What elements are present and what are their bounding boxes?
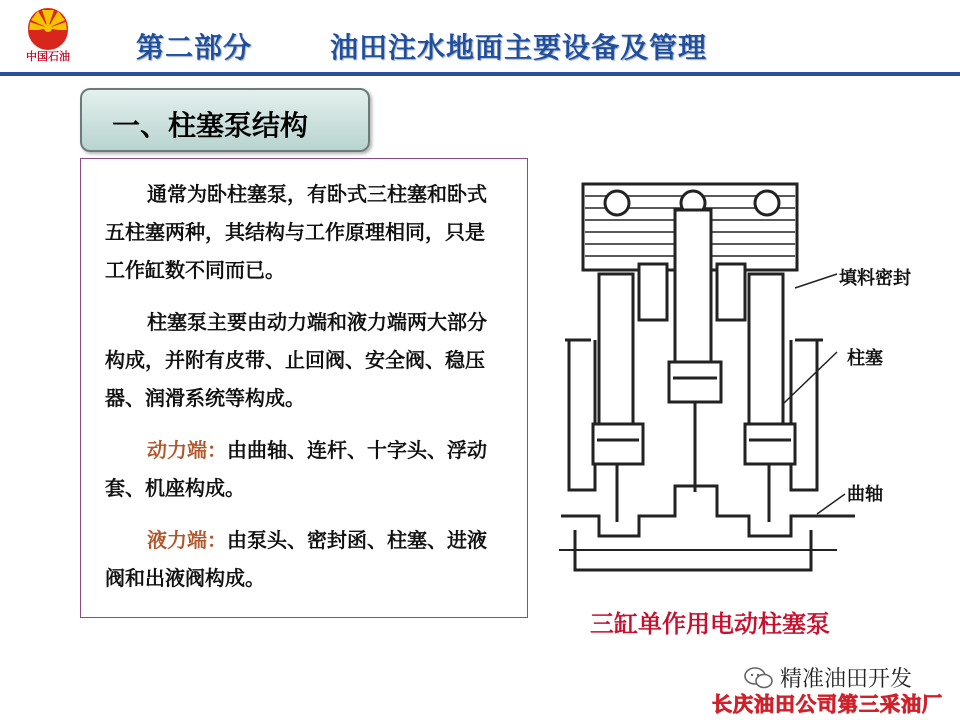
paragraph-text: 由曲轴、连杆、十字头、浮动套、机座构成。 xyxy=(105,438,487,500)
header-part: 第二部分 xyxy=(136,31,253,64)
section-heading-box xyxy=(80,88,370,152)
wechat-icon xyxy=(744,666,774,690)
paragraph-text: 柱塞泵主要由动力端和液力端两大部分构成，并附有皮带、止回阀、安全阀、稳压器、润滑系统等构成。 xyxy=(105,310,487,410)
paragraph-fluid-end xyxy=(105,521,503,597)
paragraph-text: 通常为卧柱塞泵，有卧式三柱塞和卧式五柱塞两种，其结构与工作原理相同，只是工作缸数不同而已。 xyxy=(105,182,487,282)
label-crankshaft: 曲轴 xyxy=(847,484,883,505)
page-title: 油田注水地面主要设备及管理 xyxy=(330,31,708,64)
paragraph-text: 由泵头、密封函、柱塞、进液阀和出液阀构成。 xyxy=(105,528,487,590)
footer-org: 长庆油田公司第三采油厂 xyxy=(712,692,943,716)
text-panel xyxy=(80,158,528,618)
paragraph-term: 动力端： xyxy=(147,438,227,462)
diagram-caption: 三缸单作用电动柱塞泵 xyxy=(590,610,830,638)
label-plunger: 柱塞 xyxy=(847,348,883,369)
header-divider xyxy=(0,72,960,76)
logo-text: 中国石油 xyxy=(26,50,70,63)
paragraph-2 xyxy=(105,303,503,417)
label-packing-seal: 填料密封 xyxy=(839,268,911,289)
paragraph-1 xyxy=(105,175,503,289)
section-title: 一、柱塞泵结构 xyxy=(112,109,309,142)
plunger-pump-diagram xyxy=(555,170,925,600)
paragraph-term: 液力端： xyxy=(147,528,227,552)
paragraph-power-end xyxy=(105,431,503,507)
footer-brand-text: 精准油田开发 xyxy=(780,667,913,692)
